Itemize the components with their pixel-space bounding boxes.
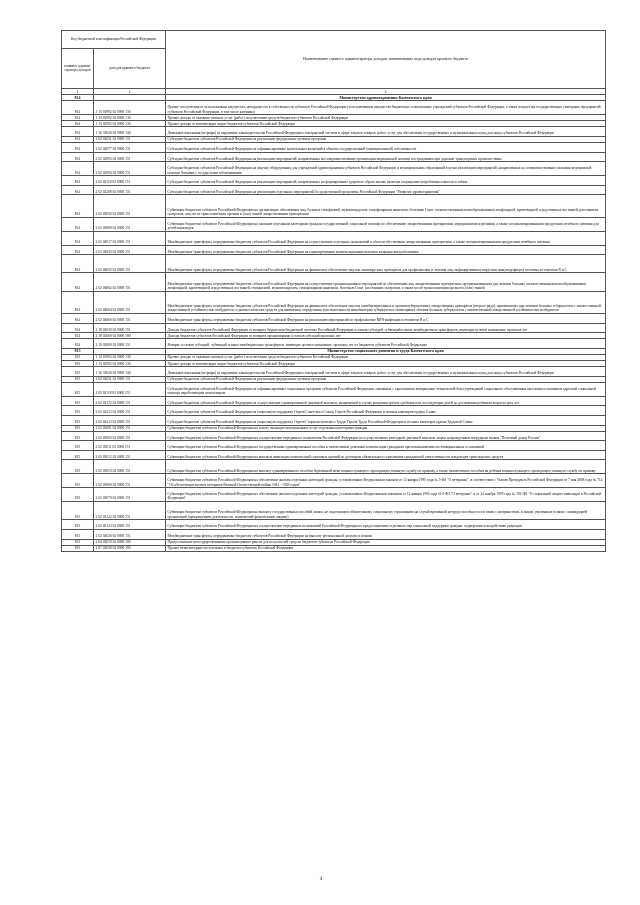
income-code-cell: 1 13 01992 02 0000 130: [94, 101, 166, 115]
admin-code-cell: 815: [62, 539, 94, 545]
admin-code-cell: 815: [62, 502, 94, 520]
table-row: [62, 143, 606, 153]
admin-code-cell: 815: [62, 406, 94, 416]
income-code-cell: 1 13 02992 02 0000 130: [94, 121, 166, 127]
page-number: 4: [319, 877, 323, 882]
table-row: [62, 273, 606, 291]
admin-code-cell: 814: [62, 176, 94, 186]
column-number: 3: [166, 88, 606, 95]
table-row: [62, 176, 606, 186]
column-numbers-row: [62, 88, 606, 95]
income-code-cell: 2 07 02030 02 0000 180: [94, 545, 166, 551]
description-cell: Субсидии бюджетам субъектов Российской Федерации на софинансирование капитальных вложений в объекты государственной (муниципальной) собственности: [166, 143, 606, 153]
table-row: [62, 520, 606, 530]
description-cell: Прочие доходы от оказания платных услуг (работ) получателями средств бюджетов субъектов Российской Федерации: [166, 355, 606, 361]
table-row: [62, 382, 606, 396]
income-code-cell: 2 02 02213 02 0000 151: [94, 416, 166, 426]
admin-code-cell: 815: [62, 416, 94, 426]
description-cell: Субвенции бюджетам субъектов Российской Федерации на оплату жилищно-коммунальных услуг отдельным категориям граждан: [166, 425, 606, 431]
income-code-cell: 2 02 04055 02 0000 151: [94, 255, 166, 273]
table-row: [62, 474, 606, 488]
admin-code-cell: 814: [62, 121, 94, 127]
table-row: [62, 406, 606, 416]
description-cell: Субсидии бюджетам субъектов Российской Федерации на софинансирование социальных программ субъектов Российской Федерации, связанных с укреплением материально-технической базы учреждений социального обслуживания населения и оказанием адресной социальной помощи неработающим пенсионерам: [166, 382, 606, 396]
table-row: [62, 162, 606, 176]
description-cell: Субсидии бюджетам субъектов Российской Федерации на реализацию федеральных целевых программ: [166, 137, 606, 143]
description-cell: Прочие поступления от использования имущества, находящегося в собственности субъектов Российской Федерации (за исключением имущества бюджетных и автономных учреждений субъектов Российской Федерации, а также имущества государственных унитарных предприятий субъектов Российской Федерации, в том числе казенных): [166, 101, 606, 115]
admin-code-cell: 814: [62, 185, 94, 195]
income-code-cell: 2 02 04017 02 0000 151: [94, 231, 166, 245]
income-code-cell: 2 02 02051 02 0000 151: [94, 137, 166, 143]
description-cell: Субсидии бюджетам субъектов Российской Федерации на социальную поддержку Героев Социалистического Труда, Героев Труда Российской Федерации и полных кавалеров ордена Трудовой Славы: [166, 416, 606, 426]
income-code-cell: 2 02 02172 02 0000 151: [94, 396, 166, 406]
description-cell: Прочие безвозмездные поступления в бюджеты субъектов Российской Федерации: [166, 545, 606, 551]
table-row: [62, 339, 606, 349]
codes-title-cell: Код бюджетной классификации Российской Федерации: [62, 31, 166, 49]
income-code-cell: 2 04 02010 02 0000 180: [94, 539, 166, 545]
table-row: [62, 396, 606, 406]
table-row: [62, 127, 606, 137]
admin-code-cell: 814: [62, 101, 94, 115]
income-code-cell: 2 02 03069 02 0000 151: [94, 474, 166, 488]
income-code-cell: 1 16 33020 02 0000 140: [94, 127, 166, 137]
admin-code-cell: 815: [62, 460, 94, 474]
description-cell: Субвенции бюджетам субъектов Российской Федерации на выплаты инвалидам компенсаций страховых премий по договорам обязательного страхования гражданской ответственности владельцев транспортных средств: [166, 450, 606, 460]
table-row: [62, 416, 606, 426]
income-code-cell: 2 02 03068 02 0000 151: [94, 217, 166, 231]
description-cell: Межбюджетные трансферты, передаваемые бюджетам субъектов Российской Федерации на осуществление организационных мероприятий по обеспечению лиц лекарственными препаратами, предназначенными для лечения больных злокачественными новообразованиями лимфоидной, кроветворной и родственных им тканей, гемофилией, муковисцидозом, гипофизарным нанизмом, болезнью Гоше, рассеянным склерозом, а также после трансплантации органов и (или) тканей: [166, 273, 606, 291]
income-code-cell: 2 02 03004 02 0000 151: [94, 431, 166, 441]
description-cell: Денежные взыскания (штрафы) за нарушение законодательства Российской Федерации о контрактной системе в сфере закупок товаров, работ, услуг для обеспечения государственных и муниципальных нужд для нужд субъектов Российской Федерации: [166, 367, 606, 377]
table-row: [62, 488, 606, 502]
income-code-cell: 2 02 02208 02 0000 151: [94, 185, 166, 195]
description-cell: Межбюджетные трансферты, передаваемые бюджетам субъектов Российской Федерации на осуществление отдельных полномочий в области обеспечения лекарственными препаратами, а также специализированными продуктами лечебного питания: [166, 231, 606, 245]
admin-code-cell: 815: [62, 396, 94, 406]
income-code-cell: 2 02 02212 02 0000 151: [94, 406, 166, 416]
table-row: [62, 185, 606, 195]
description-cell: Субсидии бюджетам субъектов Российской Федерации на реализацию мероприятий, направленных на совершенствование организации медицинской помощи пострадавшим при дорожно-транспортных происшествиях: [166, 152, 606, 162]
table-row: [62, 441, 606, 451]
description-cell: Министерство здравоохранения Камчатского края: [166, 95, 606, 101]
description-cell: Субвенции бюджетам субъектов Российской Федерации на обеспечение жильем отдельных категорий граждан, установленных Федеральным законом от 12 января 1995 года № 5-ФЗ "О ветеранах", в соответствии с Указом Президента Российской Федерации от 7 мая 2008 года № 714 "Об обеспечении жильем ветеранов Великой Отечественной войны 1941 - 1945 годов": [166, 474, 606, 488]
admin-column-header: главного админи-стратора доходов: [62, 48, 94, 88]
income-code-cell: 2 02 02110 02 0000 151: [94, 176, 166, 186]
description-cell: Субвенции бюджетам субъектов Российской Федерации на государственные единовременные пособия и ежемесячные денежные компенсации гражданам при возникновении поствакцинальных осложнений: [166, 441, 606, 451]
description-cell: Субвенции бюджетам субъектов Российской Федерации на осуществление переданных полномочий Российской Федерации по предоставлению отдельных мер социальной поддержки граждан, подвергшихся воздействию радиации: [166, 520, 606, 530]
admin-code-cell: 814: [62, 152, 94, 162]
description-cell: Субсидии бюджетам субъектов Российской Федерации на реализацию отдельных мероприятий Государственной программы Российской Федерации "Развитие здравоохранения": [166, 185, 606, 195]
admin-code-cell: 814: [62, 115, 94, 121]
revenue-codes-table: [61, 30, 606, 552]
description-cell: Межбюджетные трансферты, передаваемые бюджетам субъектов Российской Федерации на финансовое обеспечение закупок антивирусных препаратов для профилактики и лечения лиц, инфицированных вирусами иммунодефицита человека и гепатитов B и C: [166, 255, 606, 273]
income-code-cell: 1 13 01992 02 0000 130: [94, 355, 166, 361]
table-row: [62, 323, 606, 333]
table-row: [62, 245, 606, 255]
table-row: [62, 217, 606, 231]
table-row: [62, 291, 606, 314]
table-row: [62, 255, 606, 273]
income-code-cell: 2 02 04043 02 0000 151: [94, 245, 166, 255]
description-cell: Межбюджетные трансферты, передаваемые бюджетам субъектов Российской Федерации на реализацию мероприятий по профилактике ВИЧ-инфекции и гепатитов B и C: [166, 314, 606, 324]
income-code-cell: 2 02 04026 02 0000 151: [94, 529, 166, 539]
admin-code-cell: 814: [62, 323, 94, 333]
income-code-cell: 2 02 04064 02 0000 151: [94, 291, 166, 314]
admin-code-cell: 815: [62, 441, 94, 451]
column-number: 1: [62, 88, 94, 95]
description-cell: Субвенции бюджетам субъектов Российской Федерации на выплату государственных пособий лицам, не подлежащим обязательному социальному страхованию на случай временной нетрудоспособности и в связи с материнством, и лицам, уволенным в связи с ликвидацией организаций (прекращением деятельности, полномочий физическими лицами): [166, 502, 606, 520]
income-code-cell: 2 02 02118 02 0000 151: [94, 382, 166, 396]
admin-code-cell: 814: [62, 231, 94, 245]
table-row: [62, 195, 606, 218]
admin-code-cell: 814: [62, 245, 94, 255]
table-row: [62, 367, 606, 377]
income-code-cell: 2 02 03053 02 0000 151: [94, 460, 166, 474]
income-code-cell: 2 02 03012 02 0000 151: [94, 450, 166, 460]
income-code-cell: 1 13 01992 02 0000 130: [94, 115, 166, 121]
description-cell: Субсидии бюджетам субъектов Российской Федерации на осуществление единовременной денежной выплаты, назначаемой в случае рождения третьего ребенка или последующих детей до достижения ребенком возраста трех лет: [166, 396, 606, 406]
admin-code-cell: 814: [62, 339, 94, 349]
income-code-cell: 2 02 02051 02 0000 151: [94, 376, 166, 382]
description-cell: Прочие доходы от компенсации затрат бюджетов субъектов Российской Федерации: [166, 121, 606, 127]
income-code-cell: 2 02 04062 02 0000 151: [94, 273, 166, 291]
income-code-cell: 2 02 03011 02 0000 151: [94, 441, 166, 451]
description-cell: Межбюджетные трансферты, передаваемые бюджетам субъектов Российской Федерации на выплату региональной доплаты к пенсии: [166, 529, 606, 539]
admin-code-cell: 815: [62, 431, 94, 441]
description-cell: Субвенции бюджетам субъектов Российской Федерации на осуществление переданного полномочия Российской Федерации по осуществлению ежегодной денежной выплаты лицам, награжденным нагрудным знаком "Почетный донор России": [166, 431, 606, 441]
admin-code-cell: 814: [62, 143, 94, 153]
income-code-cell: 1 16 33020 02 0000 140: [94, 367, 166, 377]
admin-code-cell: 814: [62, 273, 94, 291]
admin-code-cell: 815: [62, 474, 94, 488]
admin-code-cell: 814: [62, 95, 94, 101]
description-cell: Субвенции бюджетам субъектов Российской Федерации на выплату единовременного пособия беременной жене военнослужащего, проходящего военную службу по призыву, а также ежемесячного пособия на ребенка военнослужащего, проходящего военную службу по призыву: [166, 460, 606, 474]
admin-code-cell: 815: [62, 361, 94, 367]
table-row: [62, 101, 606, 115]
income-code-cell: 2 02 03001 02 0000 151: [94, 425, 166, 431]
description-cell: Прочие доходы от оказания платных услуг (работ) получателями средств бюджетов субъектов Российской Федерации: [166, 115, 606, 121]
description-cell: Субсидии бюджетам субъектов Российской Федерации на закупку оборудования для учреждений здравоохранения субъектов Российской Федерации и муниципальных образований в целях реализации мероприятий, направленных на совершенствование оказания медицинской помощи больным с сосудистыми заболеваниями: [166, 162, 606, 176]
name-column-header: Наименование главного администратора доходов, наименование кода доходов краевого бюджета: [166, 31, 606, 89]
description-cell: Субвенции бюджетам субъектов Российской Федерации на обеспечение жильем отдельных категорий граждан, установленных Федеральными законами от 12 января 1995 года № 5-ФЗ "О ветеранах" и от 24 ноября 1995 года № 181-ФЗ "О социальной защите инвалидов в Российской Федерации": [166, 488, 606, 502]
description-cell: Межбюджетные трансферты, передаваемые бюджетам субъектов Российской Федерации на финансовое обеспечение закупок антибактериальных и противотуберкулезных лекарственных препаратов (второго ряда), применяемых при лечении больных туберкулезом с множественной лекарственной устойчивостью возбудителя, и диагностических средств для выявления, определения чувствительности микобактерии туберкулеза и мониторинга лечения больных туберкулезом с множественной лекарственной устойчивостью возбудителя: [166, 291, 606, 314]
admin-code-cell: 815: [62, 382, 94, 396]
description-cell: Субвенции бюджетам субъектов Российской Федерации на организацию обеспечения лиц, больных гемофилией, муковисцидозом, гипофизарным нанизмом, болезнью Гоше, злокачественными новообразованиями лимфоидной, кроветворной и родственных им тканей, рассеянным склерозом, лиц после трансплантации органов и (или) тканей лекарственными препаратами: [166, 195, 606, 218]
admin-code-cell: 814: [62, 255, 94, 273]
income-code-cell: 2 18 02060 02 0000 180: [94, 333, 166, 339]
description-cell: Субсидии бюджетам субъектов Российской Федерации на реализацию федеральных целевых программ: [166, 376, 606, 382]
description-cell: Доходы бюджетов субъектов Российской Федерации от возврата бюджетами бюджетной системы Российской Федерации остатков субсидий, субвенций и иных межбюджетных трансфертов, имеющих целевое назначение, прошлых лет: [166, 323, 606, 333]
admin-code-cell: 814: [62, 127, 94, 137]
description-cell: Доходы бюджетов субъектов Российской Федерации от возврата организациями остатков субсидий прошлых лет: [166, 333, 606, 339]
description-cell: Субвенции бюджетам субъектов Российской Федерации на оказание отдельным категориям граждан государственной социальной помощи по обеспечению лекарственными препаратами, медицинскими изделиями, а также специализированными продуктами лечебного питания для детей-инвалидов: [166, 217, 606, 231]
income-column-header: доходов краевого бюджета: [94, 48, 166, 88]
table-body: [62, 31, 606, 552]
table-row: [62, 431, 606, 441]
table-row: [62, 231, 606, 245]
table-row: [62, 545, 606, 551]
income-code-cell: 2 02 02093 02 0000 151: [94, 152, 166, 162]
income-code-cell: 2 02 03056 02 0000 151: [94, 195, 166, 218]
admin-code-cell: 815: [62, 520, 94, 530]
description-cell: Субсидии бюджетам субъектов Российской Федерации на социальную поддержку Героев Советского Союза, Героев Российской Федерации и полных кавалеров ордена Славы: [166, 406, 606, 416]
admin-code-cell: 814: [62, 137, 94, 143]
income-code-cell: 2 02 04066 02 0000 151: [94, 314, 166, 324]
description-cell: Возврат остатков субсидий, субвенций и иных межбюджетных трансфертов, имеющих целевое назначение, прошлых лет из бюджетов субъектов Российской Федерации: [166, 339, 606, 349]
table-row: [62, 152, 606, 162]
income-code-cell: 2 19 02000 02 0000 151: [94, 339, 166, 349]
table-row: [62, 460, 606, 474]
income-code-cell: 2 02 03123 02 0000 151: [94, 520, 166, 530]
admin-code-cell: 815: [62, 367, 94, 377]
admin-code-cell: 814: [62, 291, 94, 314]
income-code-cell: 2 02 03122 02 0000 151: [94, 502, 166, 520]
admin-code-cell: 814: [62, 217, 94, 231]
table-row: [62, 529, 606, 539]
description-cell: Прочие доходы от компенсации затрат бюджетов субъектов Российской Федерации: [166, 361, 606, 367]
admin-code-cell: 815: [62, 376, 94, 382]
admin-code-cell: 815: [62, 488, 94, 502]
income-code-cell: 2 02 03070 02 0000 151: [94, 488, 166, 502]
admin-code-cell: 815: [62, 450, 94, 460]
admin-code-cell: 815: [62, 355, 94, 361]
description-cell: Межбюджетные трансферты, передаваемые бюджетам субъектов Российской Федерации на единовременные компенсационные выплаты медицинским работникам: [166, 245, 606, 255]
admin-code-cell: 814: [62, 333, 94, 339]
table-row: [62, 314, 606, 324]
admin-code-cell: 815: [62, 529, 94, 539]
income-code-cell: 2 02 02094 02 0000 151: [94, 162, 166, 176]
admin-code-cell: 814: [62, 314, 94, 324]
description-cell: Субсидии бюджетам субъектов Российской Федерации на реализацию мероприятий, направленных на формирование здорового образа жизни, включая сокращение потребления алкоголя и табака: [166, 176, 606, 186]
admin-code-cell: 814: [62, 162, 94, 176]
admin-code-cell: 814: [62, 195, 94, 218]
admin-code-cell: 815: [62, 349, 94, 355]
description-cell: Предоставление негосударственными организациями грантов для получателей средств бюджетов субъектов Российской Федерации: [166, 539, 606, 545]
description-cell: Министерство социального развития и труда Камчатского края: [166, 349, 606, 355]
description-cell: Денежные взыскания (штрафы) за нарушение законодательства Российской Федерации о контрактной системе в сфере закупок товаров, работ, услуг для обеспечения государственных и муниципальных нужд для нужд субъектов Российской Федерации: [166, 127, 606, 137]
table-row: [62, 502, 606, 520]
table-row: [62, 450, 606, 460]
admin-code-cell: 815: [62, 545, 94, 551]
column-number: 2: [94, 88, 166, 95]
admin-code-cell: 815: [62, 425, 94, 431]
income-code-cell: 2 18 02030 02 0000 151: [94, 323, 166, 333]
header-row-top: [62, 31, 606, 49]
income-code-cell: 1 13 02992 02 0000 130: [94, 361, 166, 367]
income-code-cell: 2 02 02077 02 0000 151: [94, 143, 166, 153]
